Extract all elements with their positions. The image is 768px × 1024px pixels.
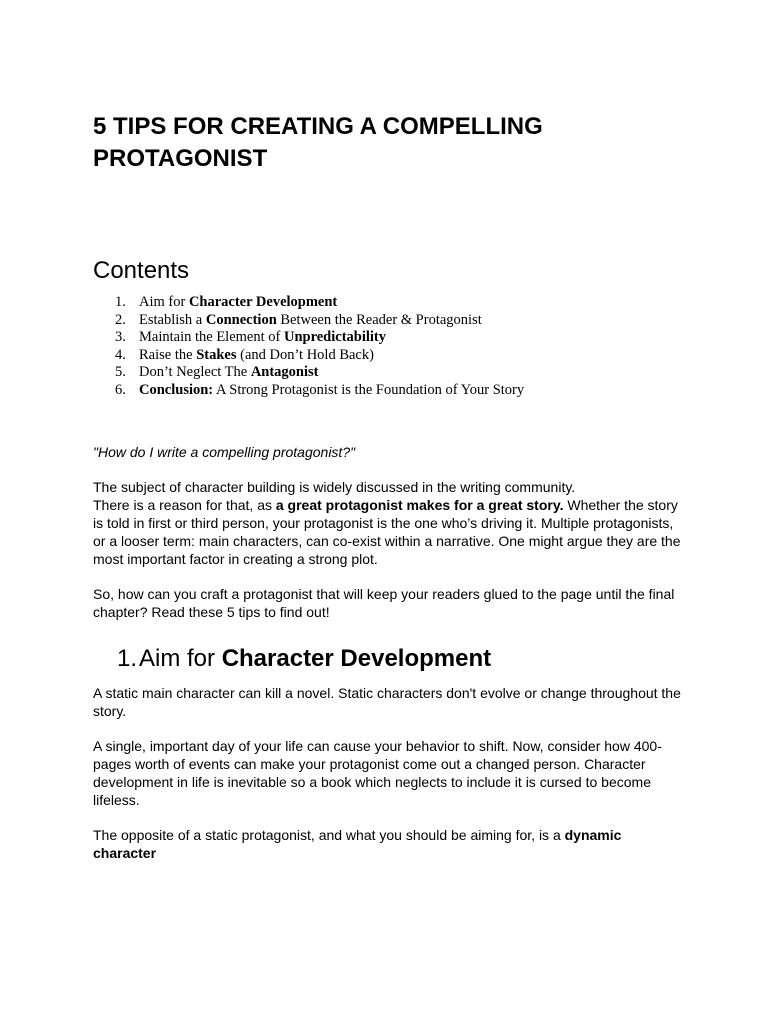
- section-heading: [117, 643, 491, 675]
- toc-item-bold: Stakes: [196, 346, 237, 363]
- toc-item[interactable]: [93, 312, 524, 330]
- toc-item[interactable]: [93, 294, 524, 312]
- intro-text: Whether the story is told in first or third person, your protagonist is the one who’s driving it. Multiple protagonists, or a looser term: main characters, can co-exist within a narrative. One might argue they are the most important factor in creating a strong plot.: [93, 497, 681, 567]
- intro-emphasis: a great protagonist makes for a great story.: [275, 497, 564, 513]
- page-title: 5 TIPS FOR CREATING A COMPELLING PROTAGONIST: [93, 113, 543, 172]
- section-paragraph: [93, 826, 683, 862]
- toc-item-text: Establish a: [139, 311, 206, 328]
- contents-heading: Contents: [93, 257, 190, 284]
- intro-text: There is a reason for that, as: [93, 497, 276, 513]
- toc-item-text: A Strong Protagonist is the Foundation of Your Story: [213, 381, 525, 398]
- section-heading-text: Aim for: [139, 645, 222, 672]
- toc-item-bold: Connection: [205, 311, 277, 328]
- toc-item-number: 2.: [115, 311, 126, 328]
- intro-quote: "How do I write a compelling protagonist?": [93, 444, 356, 460]
- toc-item-text: (and Don’t Hold Back): [236, 346, 374, 363]
- toc-item-bold: Antagonist: [250, 364, 319, 381]
- toc-item-number: 1.: [115, 294, 126, 310]
- toc-item-text: Between the Reader & Protagonist: [276, 311, 482, 328]
- toc-item[interactable]: [93, 364, 524, 382]
- toc-item-number: 6.: [115, 381, 126, 398]
- table-of-contents: [93, 294, 524, 400]
- intro-paragraph: [93, 478, 683, 568]
- toc-item-text: Raise the: [139, 346, 197, 363]
- toc-item-bold: Character Development: [188, 294, 338, 310]
- intro-section: [93, 443, 683, 621]
- toc-item-text: Don’t Neglect The: [139, 364, 251, 381]
- toc-item-number: 4.: [115, 346, 126, 363]
- section-emphasis: dynamic character: [93, 827, 622, 861]
- toc-item-text: Aim for: [139, 294, 189, 310]
- toc-item-bold: Conclusion:: [139, 381, 214, 398]
- section-paragraph: A static main character can kill a novel. Static characters don't evolve or change throughout the story.: [93, 685, 681, 719]
- section-body: [93, 684, 683, 862]
- intro-line: The subject of character building is widely discussed in the writing community.: [93, 479, 576, 495]
- intro-paragraph: So, how can you craft a protagonist that will keep your readers glued to the page until the final chapter? Read these 5 tips to find out!: [93, 586, 675, 620]
- section-number: 1.: [117, 645, 138, 672]
- toc-item-number: 3.: [115, 329, 126, 346]
- toc-item[interactable]: [93, 347, 524, 365]
- toc-item-text: Maintain the Element of: [139, 329, 284, 346]
- toc-item[interactable]: [93, 329, 524, 347]
- section-text: The opposite of a static protagonist, and what you should be aiming for, is a: [93, 827, 565, 843]
- toc-item[interactable]: [93, 382, 524, 400]
- section-heading-bold: Character Development: [221, 645, 492, 672]
- toc-item-bold: Unpredictability: [283, 329, 387, 346]
- toc-item-number: 5.: [115, 364, 126, 381]
- section-paragraph: A single, important day of your life can cause your behavior to shift. Now, consider how 400-pages worth of events can make your protagonist come out a changed person. Character development in life is inevitable so a book which neglects to include it is cursed to become lifeless.: [93, 738, 662, 808]
